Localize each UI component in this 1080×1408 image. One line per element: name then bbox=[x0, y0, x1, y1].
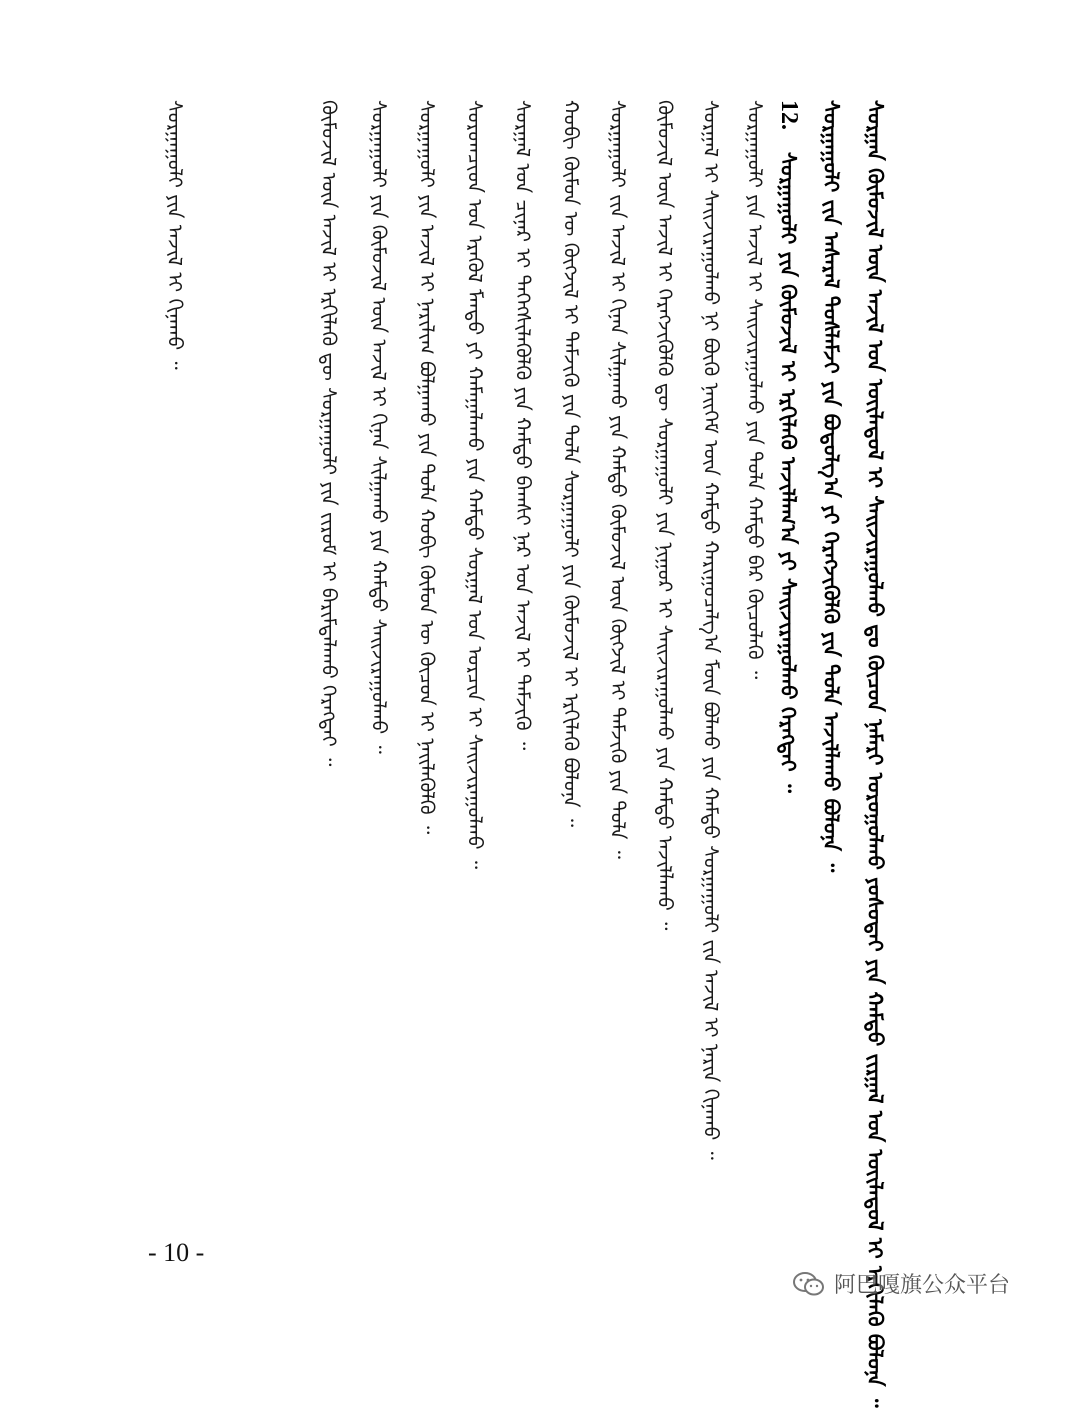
item-number: 12. bbox=[776, 100, 802, 130]
page-number: - 10 - bbox=[148, 1238, 205, 1267]
text-column: ᠬᠦᠮᠦᠵᠢᠯ ᠦᠨ ᠠᠵᠢᠯ ᠢ ᠡᠷᠬᠢᠯᠡᠬᠦ ᠳᠦ ᠰᠤᠷᠭᠠᠭᠤᠯᠢ ᠶᠢᠨ ᠵᠢᠷᠤᠮ ᠢ ᠪᠠᠷᠢᠮᠲᠠᠯᠠᠬᠤ ᠬᠡᠷᠡᠭᠲᠡᠢ ᠃ bbox=[317, 100, 341, 767]
text-column: ᠰᠤᠷᠭᠠᠭᠤᠯᠢ ᠶᠢᠨ ᠠᠵᠢᠯ ᠢ ᠨᠠᠷᠢᠯᠢᠭ ᠪᠣᠯᠭᠠᠬᠤ ᠶᠢᠨ ᠲᠤᠯᠠ ᠬᠤᠪᠢ ᠬᠦᠮᠦᠨ ᠦ ᠬᠦᠴᠦᠨ ᠢ ᠨᠡᠢᠯᠡᠭᠦᠯᠬᠦ ᠃ bbox=[415, 100, 439, 835]
text-column: ᠬᠤᠪᠢ ᠬᠦᠮᠦᠨ ᠦ ᠬᠥᠭᠵᠢᠯ ᠢ ᠳᠡᠮᠵᠢᠬᠦ ᠶᠢᠨ ᠲᠤᠯᠠ ᠰᠤᠷᠭᠠᠭᠤᠯᠢ ᠶᠢᠨ ᠬᠦᠮᠦᠵᠢᠯ ᠢ ᠡᠷᠬᠢᠯᠡᠬᠦ ᠪᠣᠯᠤᠨᠠ ᠃ bbox=[559, 100, 583, 828]
text-column: ᠰᠤᠷᠭᠠᠭᠤᠯᠢ ᠵᠢᠨ ᠠᠰᠠᠷᠠᠯ ᠲᠤᠰᠯᠠᠮᠵᠢ ᠶᠢᠨ ᠪᠣᠳᠤᠯᠭ᠎ᠠ ᠶᠢ ᠬᠡᠷᠡᠭᠵᠢᠭᠦᠯᠬᠦ ᠶᠢᠨ ᠲᠤᠯᠠ ᠠᠵᠢᠯᠯᠠᠬᠤ ᠪᠣᠯᠤᠨᠠ ᠃ bbox=[819, 100, 843, 873]
text-column: ᠰᠤᠷᠤᠭᠴᠢᠳ ᠤᠨ ᠡᠷᠡᠭᠦᠯ ᠮᠡᠨᠳᠦ ᠶᠢ ᠬᠠᠮᠠᠭᠠᠯᠠᠬᠤ ᠶᠢᠨ ᠬᠠᠮᠲᠤ ᠰᠤᠷᠭᠠᠯ ᠤᠨ ᠣᠷᠴᠢᠨ ᠢ ᠰᠠᠢᠵᠢᠷᠠᠭᠤᠯᠬᠤ ᠃ bbox=[463, 100, 487, 870]
text-column: ᠰᠤᠷᠭᠠᠭᠤᠯᠢ ᠶᠢᠨ ᠠᠵᠢᠯ ᠢ ᠬᠢᠨᠠᠬᠤ ᠃ bbox=[163, 100, 187, 370]
wechat-icon bbox=[792, 1270, 826, 1298]
text-column: ᠰᠤᠷᠭᠠᠨ ᠬᠦᠮᠦᠵᠢᠯ ᠦᠨ ᠠᠵᠢᠯ ᠤᠨ ᠦᠢᠯᠡᠳᠦᠯ ᠢ ᠰᠠᠢᠵᠢᠷᠠᠭᠤᠯᠬᠤ ᠳᠤ ᠬᠦᠴᠦᠨ ᠨᠡᠮᠡᠷᠢ ᠣᠷᠤᠭᠤᠯᠬᠤ ᠶᠤᠰᠤᠲᠠᠢ ᠶᠢᠨ ᠬᠠᠮᠲᠤ ᠵᠢᠷᠭᠠᠯ ᠤᠨ ᠦᠢᠯᠡᠳᠦᠯ ᠢ ᠡᠷᠬᠢᠯᠡᠬᠦ ᠪᠣᠯᠤᠨᠠ ᠃ bbox=[863, 100, 887, 1408]
text-column: ᠰᠤᠷᠭᠠᠭᠤᠯᠢ ᠵᠢᠨ ᠠᠵᠢᠯ ᠢ ᠬᠢᠨᠠᠨ ᠰᠢᠯᠭᠠᠬᠤ ᠶᠢᠨ ᠬᠠᠮᠲᠤ ᠬᠦᠮᠦᠵᠢᠯ ᠦᠨ ᠬᠥᠭᠵᠢᠯ ᠢ ᠳᠡᠮᠵᠢᠬᠦ ᠶᠢᠨ ᠲᠤᠯᠠ ᠃ bbox=[606, 100, 630, 859]
text-column: ᠰᠤᠷᠭᠠᠯ ᠤᠨ ᠴᠢᠨᠠᠷ ᠢ ᠳᠡᠭᠡᠭᠰᠢᠯᠡᠭᠦᠯᠬᠦ ᠶᠢᠨ ᠬᠠᠮᠲᠤ ᠪᠠᠭᠰᠢ ᠨᠠᠷ ᠤᠨ ᠠᠵᠢᠯ ᠢ ᠳᠡᠮᠵᠢᠬᠦ ᠃ bbox=[511, 100, 535, 751]
watermark-text: 阿巴嘎旗公众平台 bbox=[834, 1273, 1011, 1298]
text-column: ᠬᠦᠮᠦᠵᠢᠯ ᠦᠨ ᠠᠵᠢᠯ ᠢ ᠬᠡᠷᠡᠭᠵᠢᠭᠦᠯᠬᠦ ᠳᠦ ᠰᠤᠷᠭᠠᠭᠤᠯᠢ ᠶᠢᠨ ᠨᠢᠭᠤᠷ ᠢ ᠰᠠᠢᠵᠢᠷᠠᠭᠤᠯᠬᠤ ᠶᠢᠨ ᠬᠠᠮᠲᠤ ᠠᠵᠢᠯᠯᠠᠬᠤ ᠃ bbox=[653, 100, 677, 931]
text-column: ᠰᠤᠷᠭᠠᠭᠤᠯᠢ ᠶᠢᠨ ᠠᠵᠢᠯ ᠢ ᠰᠠᠢᠵᠢᠷᠠᠭᠤᠯᠬᠤ ᠶᠢᠨ ᠲᠤᠯᠠ ᠬᠠᠮᠲᠤ ᠪᠡᠷ ᠬᠦᠴᠦᠯᠡᠬᠦ ᠃ bbox=[743, 100, 767, 680]
text-column: ᠰᠤᠷᠭᠠᠭᠤᠯᠢ ᠶᠢᠨ ᠬᠦᠮᠦᠵᠢᠯ ᠢ ᠡᠷᠬᠢᠯᠡᠬᠦ ᠠᠵᠢᠯᠯᠠᠭ᠎ᠠ ᠶᠢ ᠰᠠᠢᠵᠢᠷᠠᠭᠤᠯᠬᠤ ᠬᠡᠷᠡᠭᠲᠡᠢ ᠃ bbox=[776, 152, 800, 793]
watermark bbox=[792, 1268, 1010, 1299]
text-column: ᠰᠤᠷᠭᠠᠯ ᠢ ᠰᠠᠢᠵᠢᠷᠠᠭᠤᠯᠬᠤ ᠨᠢ ᠪᠦᠬᠦ ᠨᠡᠢᠭᠡᠮ ᠦᠨ ᠬᠠᠮᠲᠤ ᠬᠠᠷᠢᠭᠤᠴᠠᠯᠭ᠎ᠠ ᠮᠦᠨ ᠪᠣᠯᠬᠤ ᠶᠢᠨ ᠬᠠᠮᠲᠤ ᠰᠤᠷᠭᠠᠭᠤᠯᠢ ᠵᠢᠨ ᠠᠵᠢᠯ ᠢ ᠨᠠᠷᠢᠨ ᠬᠢᠨᠠᠬᠤ ᠃ bbox=[699, 100, 723, 1160]
text-column: ᠰᠤᠷᠭᠠᠭᠤᠯᠢ ᠶᠢᠨ ᠬᠦᠮᠦᠵᠢᠯ ᠦᠨ ᠠᠵᠢᠯ ᠢ ᠬᠢᠨᠠᠨ ᠰᠢᠯᠭᠠᠬᠤ ᠶᠢᠨ ᠬᠠᠮᠲᠤ ᠰᠠᠢᠵᠢᠷᠠᠭᠤᠯᠬᠤ ᠃ bbox=[367, 100, 391, 754]
